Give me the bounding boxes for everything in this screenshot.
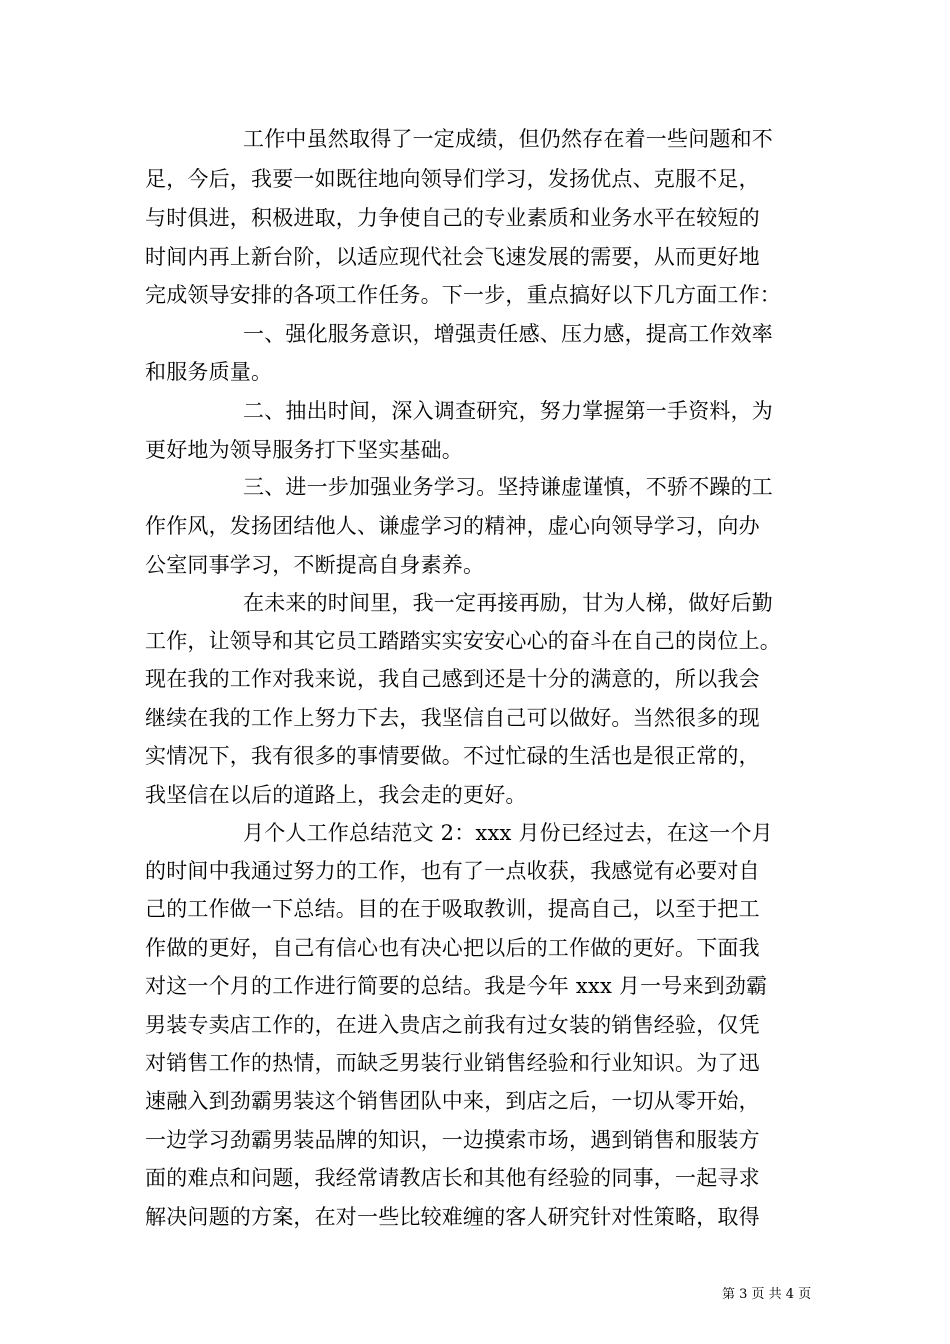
text-line: 工作，让领导和其它员工踏踏实实安安心心的奋斗在自己的岗位上。 <box>145 629 781 653</box>
text-line: 更好地为领导服务打下坚实基础。 <box>145 438 463 462</box>
text-line: 完成领导安排的各项工作任务。下一步，重点搞好以下几方面工作： <box>145 283 781 307</box>
text-line: 对销售工作的热情，而缺乏男装行业销售经验和行业知识。为了迅 <box>145 1051 760 1075</box>
text-line: 面的难点和问题，我经常请教店长和其他有经验的同事，一起寻求 <box>145 1166 760 1190</box>
text-line: 足，今后，我要一如既往地向领导们学习，发扬优点、克服不足， <box>145 167 760 191</box>
text-line: 作作风，发扬团结他人、谦虚学习的精神，虚心向领导学习，向办 <box>145 514 760 538</box>
text-line: 现在我的工作对我来说，我自己感到还是十分的满意的，所以我会 <box>145 667 760 691</box>
text-line: 公室同事学习，不断提高自身素养。 <box>145 553 485 577</box>
text-line: 继续在我的工作上努力下去，我坚信自己可以做好。当然很多的现 <box>145 706 760 730</box>
text-line: 三、进一步加强业务学习。坚持谦虚谨慎，不骄不躁的工 <box>243 475 773 499</box>
text-line: 在未来的时间里，我一定再接再励，甘为人梯，做好后勤 <box>243 591 773 615</box>
text-line: 的时间中我通过努力的工作，也有了一点收获，我感觉有必要对自 <box>145 859 760 883</box>
page-number-footer: 第 3 页 共 4 页 <box>722 1287 812 1302</box>
text-line: 己的工作做一下总结。目的在于吸取教训，提高自己，以至于把工 <box>145 897 760 921</box>
text-line: 一边学习劲霸男装品牌的知识，一边摸索市场，遇到销售和服装方 <box>145 1128 760 1152</box>
text-line: 解决问题的方案，在对一些比较难缠的客人研究针对性策略，取得 <box>145 1205 760 1229</box>
text-line: 二、抽出时间，深入调查研究，努力掌握第一手资料，为 <box>243 399 773 423</box>
text-line: 月个人工作总结范文 2：xxx 月份已经过去，在这一个月 <box>243 821 773 845</box>
text-line: 实情况下，我有很多的事情要做。不过忙碌的生活也是很正常的， <box>145 744 760 768</box>
text-line: 男装专卖店工作的，在进入贵店之前我有过女装的销售经验，仅凭 <box>145 1013 760 1037</box>
text-line: 作做的更好，自己有信心也有决心把以后的工作做的更好。下面我 <box>145 936 760 960</box>
text-line: 对这一个月的工作进行简要的总结。我是今年 xxx 月一号来到劲霸 <box>145 974 768 998</box>
text-line: 和服务质量。 <box>145 360 273 384</box>
text-line: 我坚信在以后的道路上，我会走的更好。 <box>145 783 527 807</box>
text-line: 时间内再上新台阶，以适应现代社会飞速发展的需要，从而更好地 <box>145 245 760 269</box>
text-line: 速融入到劲霸男装这个销售团队中来，到店之后，一切从零开始， <box>145 1089 760 1113</box>
text-line: 与时俱进，积极进取，力争使自己的专业素质和业务水平在较短的 <box>145 206 760 230</box>
text-line: 工作中虽然取得了一定成绩，但仍然存在着一些问题和不 <box>243 127 773 151</box>
text-line: 一、强化服务意识，增强责任感、压力感，提高工作效率 <box>243 322 773 346</box>
